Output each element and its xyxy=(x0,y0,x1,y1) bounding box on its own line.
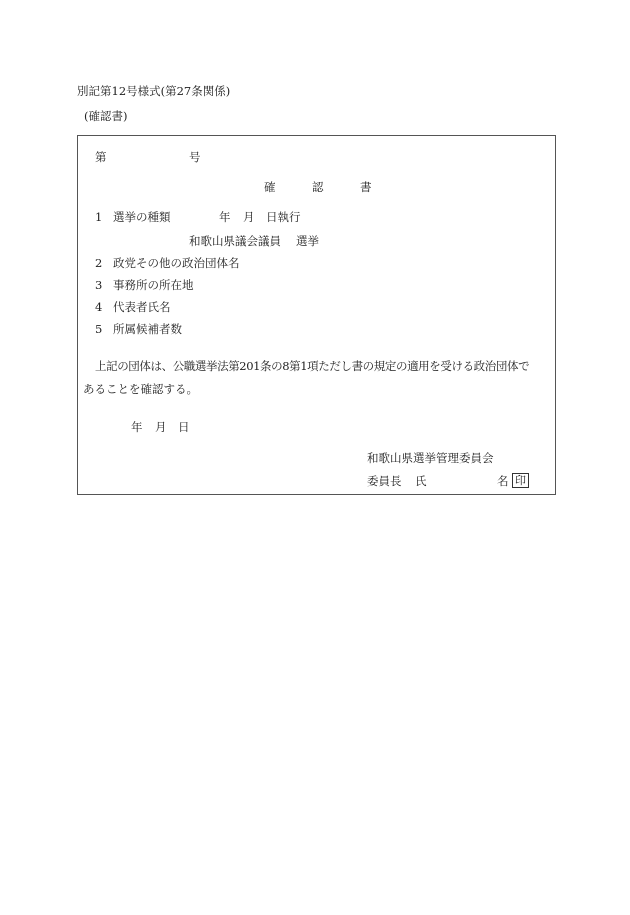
seal-mark: 印 xyxy=(512,473,529,488)
number-prefix: 第 xyxy=(95,150,107,164)
election-month: 月 xyxy=(243,210,255,224)
body-line-1: 上記の団体は、公職選挙法第201条の8第1項ただし書の規定の適用を受ける政治団体で xyxy=(95,359,530,373)
seal-box xyxy=(512,473,529,488)
title-char-2: 認 xyxy=(312,180,324,194)
item-1-number: 1 xyxy=(95,210,103,224)
number-suffix: 号 xyxy=(189,150,201,164)
date-month: 月 xyxy=(155,420,167,434)
item-4-number: 4 xyxy=(95,300,103,314)
name-char-1: 氏 xyxy=(415,474,427,488)
committee-name: 和歌山県選挙管理委員会 xyxy=(367,451,494,465)
election-day: 日執行 xyxy=(266,210,301,224)
document-label: (確認書) xyxy=(84,109,128,123)
item-2-label: 政党その他の政治団体名 xyxy=(113,256,240,270)
date-year: 年 xyxy=(131,420,143,434)
election-name: 和歌山県議会議員 xyxy=(189,234,281,248)
item-5-label: 所属候補者数 xyxy=(113,322,182,336)
item-4-label: 代表者氏名 xyxy=(113,300,171,314)
title-char-1: 確 xyxy=(264,180,276,194)
body-line-2: あることを確認する。 xyxy=(83,382,198,396)
date-day: 日 xyxy=(178,420,190,434)
item-1-label: 選挙の種類 xyxy=(113,210,171,224)
item-5-number: 5 xyxy=(95,322,103,336)
title-char-3: 書 xyxy=(360,180,372,194)
item-2-number: 2 xyxy=(95,256,103,270)
item-3-label: 事務所の所在地 xyxy=(113,278,194,292)
election-year: 年 xyxy=(219,210,231,224)
election-suffix: 選挙 xyxy=(296,234,319,248)
item-3-number: 3 xyxy=(95,278,103,292)
name-char-2: 名 xyxy=(497,474,509,488)
form-label: 別記第12号様式(第27条関係) xyxy=(77,84,231,98)
chair-title: 委員長 xyxy=(367,474,402,488)
